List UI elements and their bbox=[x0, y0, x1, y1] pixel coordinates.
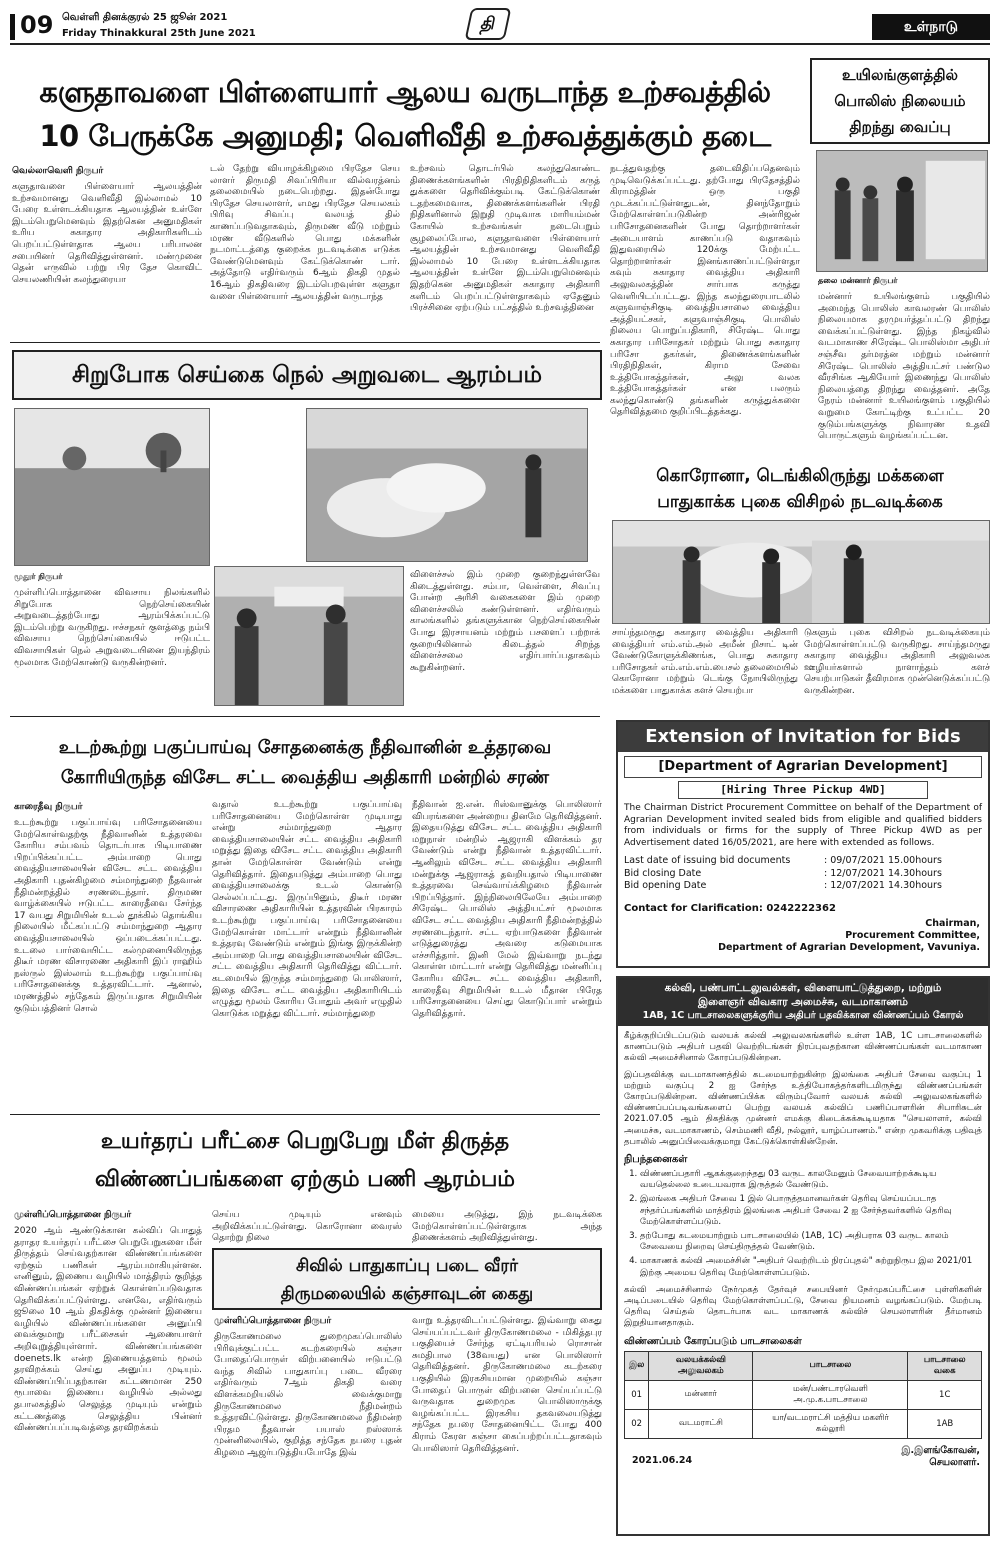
bids-sign-line3: Department of Agrarian Development, Vavuniya. bbox=[718, 941, 980, 953]
arrest-column-2: வாறு உத்தரவிடப்பட்டுள்ளது. இவ்வாறு கைது செய்யப்பட்டவர் திருகோணமலை - மிகித்தபுர பகுதியைச் சேர்ந்த ஏட்டியரியல் ரொசான் சுமதிபால (38வயது) என பொலிஸார் தெரிவித்தனர். திருகோணமலை கடற்கரை பகுதியில் இரகசியமான முறையில் கஞ்சா போதைப் பொருள் விற்பனை செய்யப்பட்டு வருவதாக துறைமுக பொலிஸாருக்கு வழங்கப்பட்ட இரகசிய தகவலையடுத்து சந்தேக நபரை சோதனையிட்ட போது 400 கிராம் கேரள கஞ்சா கைப்பற்றப்பட்டதாகவும் பொலிஸார் தெரிவித்தனர். bbox=[412, 1316, 602, 1454]
corona-column-1: சாய்ந்தமருது சுகாதார வைத்திய அதிகாரி வைத்தியர் எம்.எம்.அல் அமீன் றிசாட் டின் வேண்டுகோளுக்கிணங்க, பொது சுகாதார பரிசோதகர் எம்.எம்.எம்.பைசல் தலைமையில் கொரோனா மற்றும் டெங்கு நோயிலிருந்து மக்களை பாதுகாக்க களச் செயற்பா bbox=[612, 628, 798, 696]
bids-date-label: Bid opening Date bbox=[624, 880, 707, 891]
police-headline-line1: உயிலங்குளத்தில் bbox=[842, 66, 958, 84]
ministry-header-line3: 1AB, 1C பாடசாலைகளுக்குரிய அதிபர் பதவிக்கான விண்ணப்பம் கோரல் bbox=[642, 1010, 964, 1021]
ministry-signer-title: செயலாளர். bbox=[929, 1456, 980, 1468]
arrest-headline-box bbox=[212, 1248, 602, 1310]
corona-headline-line2: பாதுகாக்க புகை விசிறல் நடவடிக்கை bbox=[657, 492, 943, 512]
bids-date-row bbox=[624, 855, 982, 868]
harvest-photo-workers bbox=[214, 566, 404, 706]
court-column-1: உடற்கூற்று பகுப்பாய்வு பரிசோதனையை மேற்கொள்வதற்கு நீதிவானின் உத்தரவை கோரிய சம்பவம் தொடர்பாக பிடியாணை பிறப்பிக்கப்பட்ட அம்பாறை பொது வைத்தியசாலையின் விசேட சட்ட வைத்திய அதிகாரி புதன்கிழமை சம்மாந்துறை நீதவான் நீதிமன்றத்தில் சரணடைந்தார். திருமண வாழ்க்கையில் ஈடுபட்ட காரைதீவை சேர்ந்த 17 வயது சிறுமியின் உடல் தூக்கில் தொங்கிய நிலையில் மீட்கப்பட்டு சம்மாந்துறை ஆதார வைத்தியசாலையில் ஒப்படைக்கப்பட்டது. உடலை பார்வையிட்ட கல்முனையிலிருந்த திடீர் மரண விசாரணை அதிகாரி இப் ராஹிம் நஸ்ருல் இஸ்லாம் உடற்கூற்று பகுப்பாய்வு பரிசோதனைக்கு உத்தரவிட்டார். ஆனால், மரணத்தில் சந்தேகம் இருப்பதாக சிறுமியின் குடும்பத்தினர் சொல் bbox=[14, 818, 202, 1014]
exam-column-2: செய்ய முடியும் எனவும் அறிவிக்கப்பட்டுள்ளது. கொரோனா வைரஸ் தொற்று நிலை bbox=[212, 1210, 402, 1244]
lead-column-2: டல் தேற்று வியாழக்கிழமை பிரதேச செய லாளர் திருமதி சிவப்பிரியா வில்வரத்னம் தலைமையில் நடைபெற்றது. இதன்போது பிரதேச செயலாளர், எமது பிரதேச செயலகம் பிரிவு சிவப்பு வலயத் தில் காணப்படுவதாகவும், திருமண வீடு மற்றும் மரண வீடுகளில் பொது மக்களின் நடமாட்டத்தை குறைக்க நடவடிக்கை எடுக்க வேண்டுமெனவும் கேட்டுக்கொண் டார். அத்தோடு எதிர்வரும் 6ஆம் திகதி முதல் 16ஆம் திகதிவரை இடம்பெறவுள்ள களுதா வளை பிள்ளையார் ஆலயத்தின் வருடாந்த bbox=[210, 164, 400, 302]
masthead bbox=[0, 0, 1000, 44]
condition-item: 3. தற்போது கடமையாற்றும் பாடசாலையில் (1AB, 1C) அதிபராக 03 வருட காலம் சேவையை நிறைவு செய்திருத்தல் வேண்டும். bbox=[640, 1231, 982, 1253]
table-cell: 01 bbox=[625, 1380, 649, 1409]
table-cell: யா/வடமராட்சி மத்திய மகளிர் கல்லூரி bbox=[753, 1409, 908, 1438]
header-rule bbox=[10, 43, 990, 45]
lead-headline-line1: களுதாவளை பிள்ளையார் ஆலய வருடாந்த உற்சவத்தில் bbox=[39, 75, 771, 109]
table-header: வலயக்கல்வி அலுவலகம் bbox=[649, 1351, 753, 1380]
lead-column-3: உற்சவம் தொடர்பில் கலந்துகொண்ட திணைக்களங்களின் பிரதிநிதிகளிடம் கருத் துக்களை தெரிவிக்கும்படி கேட்டுக்கொண் டதற்கமைவாக, திணைக்களங்களின் பிரதி நிதிகளினால் இறுதி முடிவாக மாரியம்மன் கோயில் உற்சவங்கள் நடைபெறும் சூழலைப்போல, களுதாவளை பிள்ளையார் ஆலயத்தின் உற்சவமானது வெளிவீதி இல்லாமல் 10 பேரை உள்ளடக்கியதாக ஆலயத்தின் உள்ளே இடம்பெறுமெனவும் இதற்கென அனுமதிகள் சுகாதார அதிகாரி களிடம் பெறப்பட்டுள்ளதாகவும் ஏதேனும் பிரச்சினை ஏற்படும் பட்சத்தில் உற்சவத்தினை bbox=[410, 164, 600, 314]
table-cell: மன்னார் bbox=[649, 1380, 753, 1409]
table-header-row bbox=[625, 1351, 982, 1380]
bids-signature bbox=[626, 918, 980, 954]
ministry-advertisement bbox=[616, 976, 990, 1536]
table-header: பாடசாலை bbox=[753, 1351, 908, 1380]
table-cell: வடமராட்சி bbox=[649, 1409, 753, 1438]
arrest-byline: முள்ளிப்பொத்தானை நிருபர் bbox=[214, 1316, 332, 1326]
corona-photo bbox=[612, 520, 990, 624]
court-byline: காரைதீவு நிருபர் bbox=[14, 802, 83, 812]
harvest-column-2: விளைச்சல் இம் முறை குறைந்துள்ளவே கிடைத்துள்ளது. சம்பா, வெள்ளை, சிவப்பு போன்ற அரிசி வகைகளை இம் முறை விளைச்சலில் கண்டுள்ளனர். எதிர்வரும் காலங்களில் தங்களுக்கான நெற்செய்கையின் போது இரசாயனம் மற்றும் பசளைப் பற்றாக் குறையிலினால் கிடைத்தல் சிறந்த விளைச்சலை எதிர்பார்ப்பதாகவும் கூறுகின்றனர். bbox=[410, 570, 600, 673]
schools-table bbox=[624, 1351, 982, 1439]
bids-sign-line2: Procurement Committee, bbox=[845, 929, 980, 941]
bids-date-value: : 12/07/2021 14.30hours bbox=[824, 880, 942, 891]
page-marker bbox=[10, 14, 15, 40]
exam-column-3: மையை அடுத்து, இந் நடவடிக்கை மேற்கொள்ளப்பட்டுள்ளதாக அந்த திணைக்களம் அறிவித்துள்ளது. bbox=[412, 1210, 602, 1244]
police-text: மன்னார் உயிலங்குளம் பகுதியில் அமைந்த பொலிஸ் காவலரண் பொலிஸ் நிலையமாக தரமுயர்த்தப்பட்டு திறந்து வைக்கப்பட்டுள்ளது. இந்த நிகழ்வில் வடமாகாண சிரேஷ்ட பொலிஸ்மா அதிபர் சஞ்சீவ தர்மரத்ன மற்றும் மன்னார் சிரேஷ்ட பொலிஸ் அத்தியட்சர் பண்டுல வீரசிங்க ஆகியோர் இணைந்து பொலிஸ் நிலையத்தை திறந்து வைத்தனர். அதே நேரம் மன்னார் உயிலங்குளம் பகுதியில் வறுமை கோட்டிற்கு உட்பட்ட 20 குடும்பங்களுக்கு நிவாரண உதவி பொருட்களும் வழங்கப்பட்டன. bbox=[818, 292, 990, 442]
lead-column-1: களுதாவளை பிள்ளையார் ஆலயத்தின் உற்சவமானது வெளிவீதி இல்லாமல் 10 பேரை உள்ளடக்கியதாக ஆலயத்தின் உள்ளே இடம்பெறுமெனவும் இதற்கென அனுமதிகள் உரிய சுகாதார அதிகாரிகளிடம் பெறப்பட்டுள்ளதாக ஆலய பரிபாலன சபையினர் தெரிவித்துள்ளனர். மண்முனை தென் எருவில் பற்று பிர தேச கொவிட் செயலணியின் கலந்துரையா bbox=[12, 182, 202, 285]
ministry-para1: கீழ்க்குறிப்பிடப்படும் வலயக் கல்வி அலுவலகங்களில் உள்ள 1AB, 1C பாடசாலைகளில் காணப்படும் அதிபர் பதவி வெற்றிடங்கள் நிரப்புவதற்கான விண்ணப்பங்கள் வடமாகாண கல்வி அமைச்சினால் கோரப்படுகின்றன. bbox=[624, 1031, 982, 1064]
table-row bbox=[625, 1380, 982, 1409]
ministry-para3: கல்வி அமைச்சினால் நேர்முகத் தேர்வுச் சபையினர் நேர்முகப்பரீட்சை புள்ளிகளின் அடிப்படையில் தெரிவு மேற்கொள்ளப்பட்டு, சேவை நியமனம் வழங்கப்படும். மேற்படி தெரிவு செய்தல் தொடர்பாக வட மாகாணக் கல்விச் செயலாளரின் தீர்மானம் இறுதியானதாகும். bbox=[624, 1284, 982, 1329]
table-header: பாடசாலை வகை bbox=[908, 1351, 982, 1380]
condition-item: 1. விண்ணப்பதாரி ஆகக்குறைந்தது 03 வருட காலமேனும் சேவையாற்றக்கூடிய வயதெல்லை உடையவராக இருத்தல் வேண்டும். bbox=[640, 1169, 982, 1191]
bids-date-label: Last date of issuing bid documents bbox=[624, 855, 791, 866]
bids-subtitle: [Hiring Three Pickup 4WD] bbox=[678, 781, 928, 799]
court-column-3: நீதிவான் ஐ.என். ரிஸ்வானுக்கு பொலிஸார் விபரங்களை அன்றைய தினமே தெரிவித்தனர். இதையடுத்து விசேட சட்ட வைத்திய அதிகாரி மறுநாள் மன்றில் ஆஜராகி விளக்கம் தர வேண்டும் என்று நீதிவான் உத்தரவிட்டார். ஆனிலும் விசேட சட்ட வைத்திய அதிகாரி மன்றுக்கு ஆஜராகத் தவறியதால் பிடியாணை உத்தரவை செவ்வாய்க்கிழமை நீதிவான் பிறப்பித்தார். இந்நிலையிலேயே அம்பாறை சிரேஷ்ட பொலிஸ் அத்தியட்சர் மூலமாக விசேட சட்ட வைத்திய அதிகாரி நீதிமன்றத்தில் சரணடைந்தார். சட்ட ஏற்பாடுகளை நீதிவான் எடுத்துரைத்து அவரை கடுமையாக எச்சரித்தார். இனி மேல் இவ்வாறு நடந்து கொள்ள மாட்டார் என்று தெரிவித்து மன்னிப்பு கோரிய விசேட சட்ட வைத்திய அதிகாரி, காரைதீவு சிறுமியின் உடல் மீதான பிரேத பரிசோதனையை செய்து கொடுப்பார் என்றும் தெரிவித்தார். bbox=[412, 800, 602, 1019]
police-photo-caption: தலை மன்னார் நிருபர் bbox=[818, 276, 898, 285]
exam-byline: முள்ளிப்பொத்தானை நிருபர் bbox=[14, 1210, 132, 1220]
harvest-headline: சிறுபோக செய்கை நெல் அறுவடை ஆரம்பம் bbox=[72, 362, 542, 388]
harvest-byline: மூதூர் நிருபர் bbox=[14, 572, 63, 581]
arrest-column-1: திருகோணமலை துறைமுகப்பொலிஸ் பிரிவுக்குட்பட்ட கடற்கரையில் கஞ்சா போதைப்பொருள் விற்பனையில் ஈடுபட்டு வந்த சிவில் பாதுகாப்பு படை வீரரை எதிர்வரும் 7ஆம் திகதி வரை விளக்கமறியலில் வைக்குமாறு திருகோணமலை நீதிமன்றம் உத்தரவிட்டுள்ளது. திருகோணமலை நீதிமன்ற பிரதம நீதவான் பயாஸ் றஸ்ஸாக் முன்னிலையில், குறித்த சந்தேக நபரை புதன் கிழமை ஆஜர்படுத்தியபோதே இவ் bbox=[214, 1332, 402, 1458]
bids-intro: The Chairman District Procurement Committee on behalf of the Department of Agrarian Development invited sealed bids from eligible and qualified bidders from individuals or firms for the supply of Three Pickup 4WD as per Advertisement dated 16/05/2021, are here with extended as follows. bbox=[624, 803, 982, 848]
bids-date-value: : 12/07/2021 14.30hours bbox=[824, 867, 942, 879]
harvest-column-1: முள்ளிப்பொத்தானை விவசாய நிலங்களில் சிறுபோக நெற்செய்கையின் அறுவடைத்தற்போது ஆரம்பிக்கப்பட்டு இடம்பெற்று வருகிறது. ஈச்சநகர் குளத்தை நம்பி விவசாய நெற்செய்கையில் ஈடுபட்ட விவசாயிகள் நெல் அறுவடையினை இயந்திரம் மூலமாக மேற்கொண்டு வருகின்றனர். bbox=[14, 588, 210, 668]
bids-date-row bbox=[624, 868, 982, 881]
section-label: உள்நாடு bbox=[872, 14, 990, 40]
bids-date-value: : 09/07/2021 15.00hours bbox=[824, 855, 942, 866]
ministry-conditions-title: நிபந்தனைகள் bbox=[624, 1154, 688, 1166]
table-header: இல bbox=[625, 1351, 649, 1380]
ministry-signer: இ.இளங்கோவன், bbox=[901, 1444, 980, 1456]
police-headline-line3: திறந்து வைப்பு bbox=[849, 118, 951, 136]
corona-headline-line1: கொரோனா, டெங்கிலிருந்து மக்களை bbox=[656, 466, 944, 486]
page-number: 09 bbox=[20, 11, 54, 39]
arrest-headline-line1: சிவில் பாதுகாப்பு படை வீரர் bbox=[295, 1256, 519, 1276]
divider-harvest-top bbox=[10, 342, 600, 343]
divider-court-top bbox=[10, 716, 600, 717]
header-date-english: Friday Thinakkural 25th June 2021 bbox=[62, 28, 256, 39]
police-photo bbox=[816, 150, 988, 272]
bids-advertisement bbox=[616, 720, 990, 968]
bids-date-row bbox=[624, 880, 982, 893]
lead-byline: வெல்லாவெளி நிருபர் bbox=[12, 166, 104, 176]
court-headline-line2: கோரியிருந்த விசேட சட்ட வைத்திய அதிகாரி மன்றில் சரண் bbox=[60, 767, 550, 788]
table-cell: மன்/பண்டாரவெளி அ.மு.க.பாடசாலை bbox=[753, 1380, 908, 1409]
police-headline-box bbox=[810, 58, 990, 144]
harvest-photo-sacks bbox=[306, 408, 588, 562]
bids-title: Extension of Invitation for Bids bbox=[618, 722, 988, 752]
corona-column-2: டுகளும் புகை விசிறல் நடவடிக்கையும் மேற்கொள்ளப்பட்டு வருகிறது. சாய்ந்தமருது சுகாதார வைத்திய அதிகாரி அலுவலக ஊழியர்களால் நாளாந்தம் களச் செயற்பாடுகள் தீவிரமாக முன்னெடுக்கப்பட்டு வருகின்றன. bbox=[804, 628, 990, 696]
ministry-table-title: விண்ணப்பம் கோரப்படும் பாடசாலைகள் bbox=[624, 1335, 802, 1347]
court-column-2: வதால் உடற்கூற்று பகுப்பாய்வு பரிசோதனையை மேற்கொள்ள முடியாது என்று சம்மாந்துறை ஆதார வைத்தியசாலையின் சட்ட வைத்திய அதிகாரி மறுத்து இதை விசேட சட்ட வைத்திய அதிகாரி தான் மேற்கொள்ள வேண்டும் என்று தெரிவித்தார். இதையடுத்து அம்பாறை பொது வைத்தியசாலைக்கு உடல் கொண்டு செல்லப்பட்டது. இருப்பினும், திடீர் மரண விசாரணை அதிகாரியின் உத்தரவின் பிரகாரம் உடற்கூற்று பகுப்பாய்வு பரிசோதனையை மேற்கொள்ள மாட்டார் என்றும் நீதிவானின் உத்தரவு வேண்டும் என்றும் இங்கு இருக்கின்ற அம்பாறை பொது வைத்தியசாலையின் விசேட சட்ட வைத்திய அதிகாரி தெரிவித்து விட்டார். கடமையில் இருந்த சம்மாந்துறை பொலிஸார், இதை விசேட சட்ட வைத்திய அதிகாரியிடம் எழுத்து மூலம் கோரிய போதும் அவர் எழுதில் கொடுக்க மறுத்து விட்டார். சம்மாந்துறை bbox=[212, 800, 402, 1019]
header-date-tamil: வெள்ளி தினக்குரல் 25 ஜூன் 2021 bbox=[62, 12, 228, 23]
harvest-photo-field bbox=[14, 408, 210, 566]
bids-contact: Contact for Clarification: 0242222362 bbox=[624, 902, 836, 914]
ministry-date: 2021.06.24 bbox=[632, 1454, 693, 1466]
table-cell: 1AB bbox=[908, 1409, 982, 1438]
condition-item: 4. மாகாணக் கல்வி அமைச்சின் "அதிபர் வெற்றிடம் நிரப்புதல்" சுற்றுநிருப இல 2021/01 இற்கு அமைய தெரிவு மேற்கொள்ளப்படும். bbox=[640, 1256, 982, 1278]
condition-item: 2. இலங்கை அதிபர் சேவை 1 இல் பொருத்தமானவர்கள் தெரிவு செய்யப்படாத சந்தர்ப்பங்களில் மாத்திரம் இலங்கை அதிபர் சேவை 2 ஐ சேர்ந்தவர்களில் தெரிவு மேற்கொள்ளப்படும். bbox=[640, 1194, 982, 1228]
bids-dates bbox=[624, 855, 982, 893]
lead-column-4: நடத்துவதற்கு தடைவிதிப்பதெனவும் முடிவெடுக்கப்பட்டது. தற்போது பிரதேசத்தில் கிராமத்தின் ஒரு பகுதி முடக்கப்பட்டுள்ளதுடன், தினந்தோறும் மேற்கொள்ளப்படுகின்ற அன்ரிஜன் பரிசோதனைகளின் போது தொற்றாளர்கள் அடையாளம் காணப்படு வதாகவும் இதுவரையில் 120க்கு மேற்பட்ட தொற்றாளர்கள் இனங்காணப்பட்டுள்ளதா கவும் சுகாதார வைத்திய அதிகாரி அலுவலகத்தின் சார்பாக கருத்து வெளியிடப்பட்டது. இந்த கலந்துரையாடலில் களுவாஞ்சிகுடி வைத்தியசாலை வைத்திய அத்தியட்சகர், களுவாஞ்சிகுடி பொலிஸ் நிலைய பொறுப்பதிகாரி, சிரேஷ்ட பொது சுகாதார பரிசோதகர் மற்றும் பொது சுகாதார பரிசோ தகர்கள், திணைக்களங்களின் பிரதிநிதிகள், கிராம சேவை உத்தியோகத்தர்கள், அலு வலக உத்தியோகத்தர்கள் என பலரும் கலந்துகொண்டு தங்களின் கருத்துக்களை தெரிவித்தமை குறிப்பிடத்தக்கது. bbox=[610, 164, 800, 418]
ministry-header-line2: இளைஞர் விவகார அமைச்சு, வடமாகாணம் bbox=[697, 996, 909, 1008]
exam-headline-line1: உயர்தரப் பரீட்சை பெறுபேறு மீள் திருத்த bbox=[100, 1129, 510, 1154]
arrest-headline-line2: திருமலையில் கஞ்சாவுடன் கைது bbox=[280, 1284, 534, 1304]
table-row bbox=[625, 1409, 982, 1438]
ministry-conditions bbox=[624, 1169, 982, 1279]
bids-sign-line1: Chairman, bbox=[925, 917, 980, 929]
harvest-headline-box bbox=[12, 350, 602, 400]
exam-headline-line2: விண்ணப்பங்களை ஏற்கும் பணி ஆரம்பம் bbox=[94, 1167, 516, 1192]
newspaper-logo bbox=[465, 8, 512, 40]
bids-date-label: Bid closing Date bbox=[624, 867, 702, 879]
exam-column-1: 2020 ஆம் ஆண்டுக்கான கல்விப் பொதுத் தராதர உயர்தரப் பரீட்சை பெறுபேறுகளை மீள் திருத்தம் செய்வதற்கான விண்ணப்பங்களை ஏற்கும் பணிகள் ஆரம்பமாகியுள்ளன. எனினும், இணைய வழியில் மாத்திரம் குறித்த விண்ணப்பங்கள் ஏற்றுக் கொள்ளப்படுவதாக தெரிவிக்கப்பட்டுள்ளது. எனவே, எதிர்வரும் ஜூலை 10 ஆம் திகதிக்கு முன்னர் இணைய வழியில் விண்ணப்பங்களை அனுப்பி வைக்குமாறு பரீட்சைகள் ஆணையாளர் அறிவுறுத்தியுள்ளார். விண்ணப்பங்களை doenets.lk என்ற இணையத்தளம் மூலம் தரவிறக்கம் செய்து அனுப்ப முடியும். விண்ணப்பிப்பதற்கான கட்டணமான 250 ரூபாவை இணைய வழியில் அல்லது தபாலகத்தில் செலுத்த முடியும் என்றும் கட்டணத்தை செலுத்திய பின்னர் விண்ணப்பப்படிவத்தை தரவிறக்கம் bbox=[14, 1226, 202, 1434]
divider-exam-top bbox=[10, 1114, 600, 1115]
logo-text: தி bbox=[478, 14, 498, 34]
ministry-para2: இப்பதவிக்கு வடமாகாணத்தில் கடமையாற்றுகின்ற இலங்கை அதிபர் சேவை வகுப்பு 1 மற்றும் வகுப்பு 2 ஐ சேர்ந்த உத்தியோகத்தர்களிடமிருந்து விண்ணப்பங்கள் கோரப்படுகின்றன. விண்ணப்பிக்க விரும்புவோர் வலயக் கல்வி அலுவலகங்களில் விண்ணப்பப்படிவங்களைப் பெற்று வலயக் கல்விப் பணிப்பாளரின் சிபாரிசுடன் 2021.07.05 ஆம் திகதிக்கு முன்னர் எமக்கு கிடைக்கக்கூடியதாக "செயலாளர், கல்வி அமைச்சு, வடமாகாணம், செம்மணி வீதி, நல்லூர், யாழ்ப்பாணம்." என்ற முகவரிக்கு பதிவுத் தபாலில் அனுப்பிவைக்குமாறு கேட்டுக்கொள்கின்றேன். bbox=[624, 1069, 982, 1147]
court-headline-line1: உடற்கூற்று பகுப்பாய்வு சோதனைக்கு நீதிவானின் உத்தரவை bbox=[58, 737, 552, 758]
table-cell: 02 bbox=[625, 1409, 649, 1438]
police-headline-line2: பொலிஸ் நிலையம் bbox=[834, 92, 966, 110]
bids-department: [Department of Agrarian Development] bbox=[624, 756, 982, 778]
lead-headline-line2: 10 பேருக்கே அனுமதி; வெளிவீதி உற்சவத்துக்கும் தடை bbox=[39, 119, 771, 153]
table-cell: 1C bbox=[908, 1380, 982, 1409]
ministry-header bbox=[618, 978, 988, 1026]
ministry-header-line1: கல்வி, பண்பாட்டலுவல்கள், விளையாட்டுத்துறை, மற்றும் bbox=[664, 982, 942, 994]
ministry-table-wrap bbox=[624, 1351, 982, 1439]
